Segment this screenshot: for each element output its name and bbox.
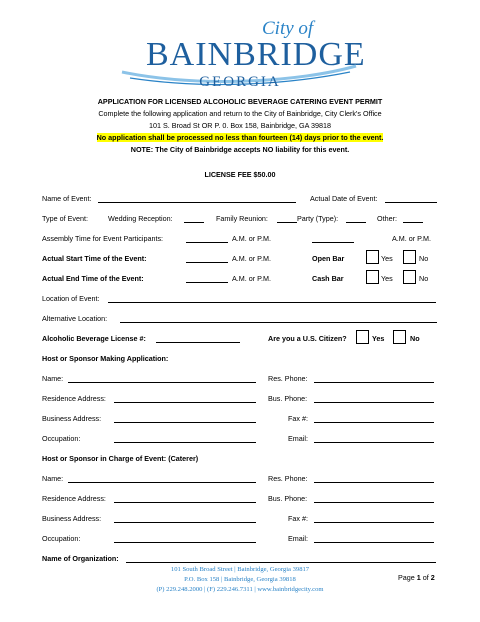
page-total: 2 bbox=[430, 573, 435, 582]
yes-label: Yes bbox=[372, 334, 385, 343]
other-field[interactable] bbox=[403, 214, 423, 223]
caterer-email-label: Email: bbox=[288, 534, 308, 543]
no-label: No bbox=[419, 254, 429, 263]
assembly-label: Assembly Time for Event Participants: bbox=[42, 234, 164, 243]
liability-notice: NOTE: The City of Bainbridge accepts NO liability for this event. bbox=[130, 145, 350, 154]
host-business-field[interactable] bbox=[114, 414, 256, 423]
ampm-label: A.M. or P.M. bbox=[232, 254, 272, 263]
host-email-label: Email: bbox=[288, 434, 308, 443]
page-of: of bbox=[422, 573, 429, 582]
host-occupation-field[interactable] bbox=[114, 434, 256, 443]
logo-city-text: City of bbox=[262, 18, 314, 39]
cash-bar-yes-checkbox[interactable] bbox=[366, 270, 379, 284]
caterer-section-title: Host or Sponsor in Charge of Event: (Caterer) bbox=[42, 454, 199, 463]
host-email-field[interactable] bbox=[314, 434, 434, 443]
yes-label: Yes bbox=[381, 274, 393, 283]
caterer-name-label: Name: bbox=[42, 474, 64, 483]
event-date-label: Actual Date of Event: bbox=[310, 194, 378, 203]
organization-label: Name of Organization: bbox=[42, 554, 119, 563]
other-label: Other: bbox=[377, 214, 397, 223]
host-bus-phone-label: Bus. Phone: bbox=[268, 394, 308, 403]
event-name-label: Name of Event: bbox=[42, 194, 92, 203]
host-section-title: Host or Sponsor Making Application: bbox=[42, 354, 169, 363]
caterer-res-phone-field[interactable] bbox=[314, 474, 434, 483]
host-occupation-label: Occupation: bbox=[42, 434, 81, 443]
page-current: 1 bbox=[416, 573, 421, 582]
footer-contact: (P) 229.248.2000 | (F) 229.246.7311 | www.bainbridgecity.com bbox=[156, 586, 324, 593]
deadline-notice: No application shall be processed no less than fourteen (14) days prior to the event. bbox=[96, 133, 384, 142]
license-field[interactable] bbox=[156, 334, 240, 343]
organization-field[interactable] bbox=[126, 554, 436, 563]
host-residence-field[interactable] bbox=[114, 394, 256, 403]
host-res-phone-field[interactable] bbox=[314, 374, 434, 383]
open-bar-label: Open Bar bbox=[312, 254, 345, 263]
party-field[interactable] bbox=[346, 214, 366, 223]
wedding-field[interactable] bbox=[184, 214, 204, 223]
form-instructions: Complete the following application and return to the City of Bainbridge, City Clerk's Office bbox=[98, 109, 382, 118]
footer-street: 101 South Broad Street | Bainbridge, Georgia 39817 bbox=[170, 566, 310, 573]
ampm-label: A.M. or P.M. bbox=[232, 234, 272, 243]
license-label: Alcoholic Beverage License #: bbox=[42, 334, 146, 343]
ampm-label: A.M. or P.M. bbox=[232, 274, 272, 283]
location-field[interactable] bbox=[108, 294, 436, 303]
no-label: No bbox=[419, 274, 429, 283]
location-label: Location of Event: bbox=[42, 294, 100, 303]
event-name-field[interactable] bbox=[98, 194, 296, 203]
event-type-label: Type of Event: bbox=[42, 214, 88, 223]
open-bar-no-checkbox[interactable] bbox=[403, 250, 416, 264]
caterer-fax-label: Fax #: bbox=[288, 514, 308, 523]
host-name-field[interactable] bbox=[68, 374, 256, 383]
caterer-occupation-label: Occupation: bbox=[42, 534, 81, 543]
caterer-business-label: Business Address: bbox=[42, 514, 102, 523]
caterer-business-field[interactable] bbox=[114, 514, 256, 523]
logo-name: BAINBRIDGE bbox=[146, 36, 366, 73]
end-time-field[interactable] bbox=[186, 274, 228, 283]
caterer-bus-phone-field[interactable] bbox=[314, 494, 434, 503]
no-label: No bbox=[410, 334, 420, 343]
caterer-residence-label: Residence Address: bbox=[42, 494, 106, 503]
form-title: APPLICATION FOR LICENSED ALCOHOLIC BEVERAGE CATERING EVENT PERMIT bbox=[97, 97, 383, 106]
alt-location-field[interactable] bbox=[120, 314, 437, 323]
caterer-fax-field[interactable] bbox=[314, 514, 434, 523]
cash-bar-no-checkbox[interactable] bbox=[403, 270, 416, 284]
host-bus-phone-field[interactable] bbox=[314, 394, 434, 403]
host-name-label: Name: bbox=[42, 374, 64, 383]
open-bar-yes-checkbox[interactable] bbox=[366, 250, 379, 264]
footer-pobox: P.O. Box 158 | Bainbridge, Georgia 39818 bbox=[184, 576, 296, 583]
end-time-label: Actual End Time of the Event: bbox=[42, 274, 144, 283]
office-address: 101 S. Broad St OR P. 0. Box 158, Bainbridge, GA 39818 bbox=[148, 121, 332, 130]
caterer-res-phone-label: Res. Phone: bbox=[268, 474, 308, 483]
reunion-label: Family Reunion: bbox=[216, 214, 268, 223]
party-label: Party (Type): bbox=[297, 214, 339, 223]
yes-label: Yes bbox=[381, 254, 393, 263]
ampm-label: A.M. or P.M. bbox=[392, 234, 432, 243]
caterer-bus-phone-label: Bus. Phone: bbox=[268, 494, 308, 503]
citizen-label: Are you a U.S. Citizen? bbox=[268, 334, 347, 343]
assembly-time-field-2[interactable] bbox=[312, 234, 354, 243]
start-time-label: Actual Start Time of the Event: bbox=[42, 254, 147, 263]
reunion-field[interactable] bbox=[277, 214, 297, 223]
host-res-phone-label: Res. Phone: bbox=[268, 374, 308, 383]
citizen-no-checkbox[interactable] bbox=[393, 330, 406, 344]
host-residence-label: Residence Address: bbox=[42, 394, 106, 403]
host-fax-label: Fax #: bbox=[288, 414, 308, 423]
host-fax-field[interactable] bbox=[314, 414, 434, 423]
license-fee: LICENSE FEE $50.00 bbox=[204, 170, 276, 179]
page-prefix: Page bbox=[398, 573, 415, 582]
cash-bar-label: Cash Bar bbox=[312, 274, 344, 283]
citizen-yes-checkbox[interactable] bbox=[356, 330, 369, 344]
wedding-label: Wedding Reception: bbox=[108, 214, 173, 223]
assembly-time-field-1[interactable] bbox=[186, 234, 228, 243]
start-time-field[interactable] bbox=[186, 254, 228, 263]
alt-location-label: Alternative Location: bbox=[42, 314, 108, 323]
caterer-email-field[interactable] bbox=[314, 534, 434, 543]
caterer-occupation-field[interactable] bbox=[114, 534, 256, 543]
host-business-label: Business Address: bbox=[42, 414, 102, 423]
event-date-field[interactable] bbox=[385, 194, 437, 203]
caterer-residence-field[interactable] bbox=[114, 494, 256, 503]
logo-state: GEORGIA bbox=[199, 74, 281, 90]
page-number bbox=[398, 573, 435, 582]
caterer-name-field[interactable] bbox=[68, 474, 256, 483]
